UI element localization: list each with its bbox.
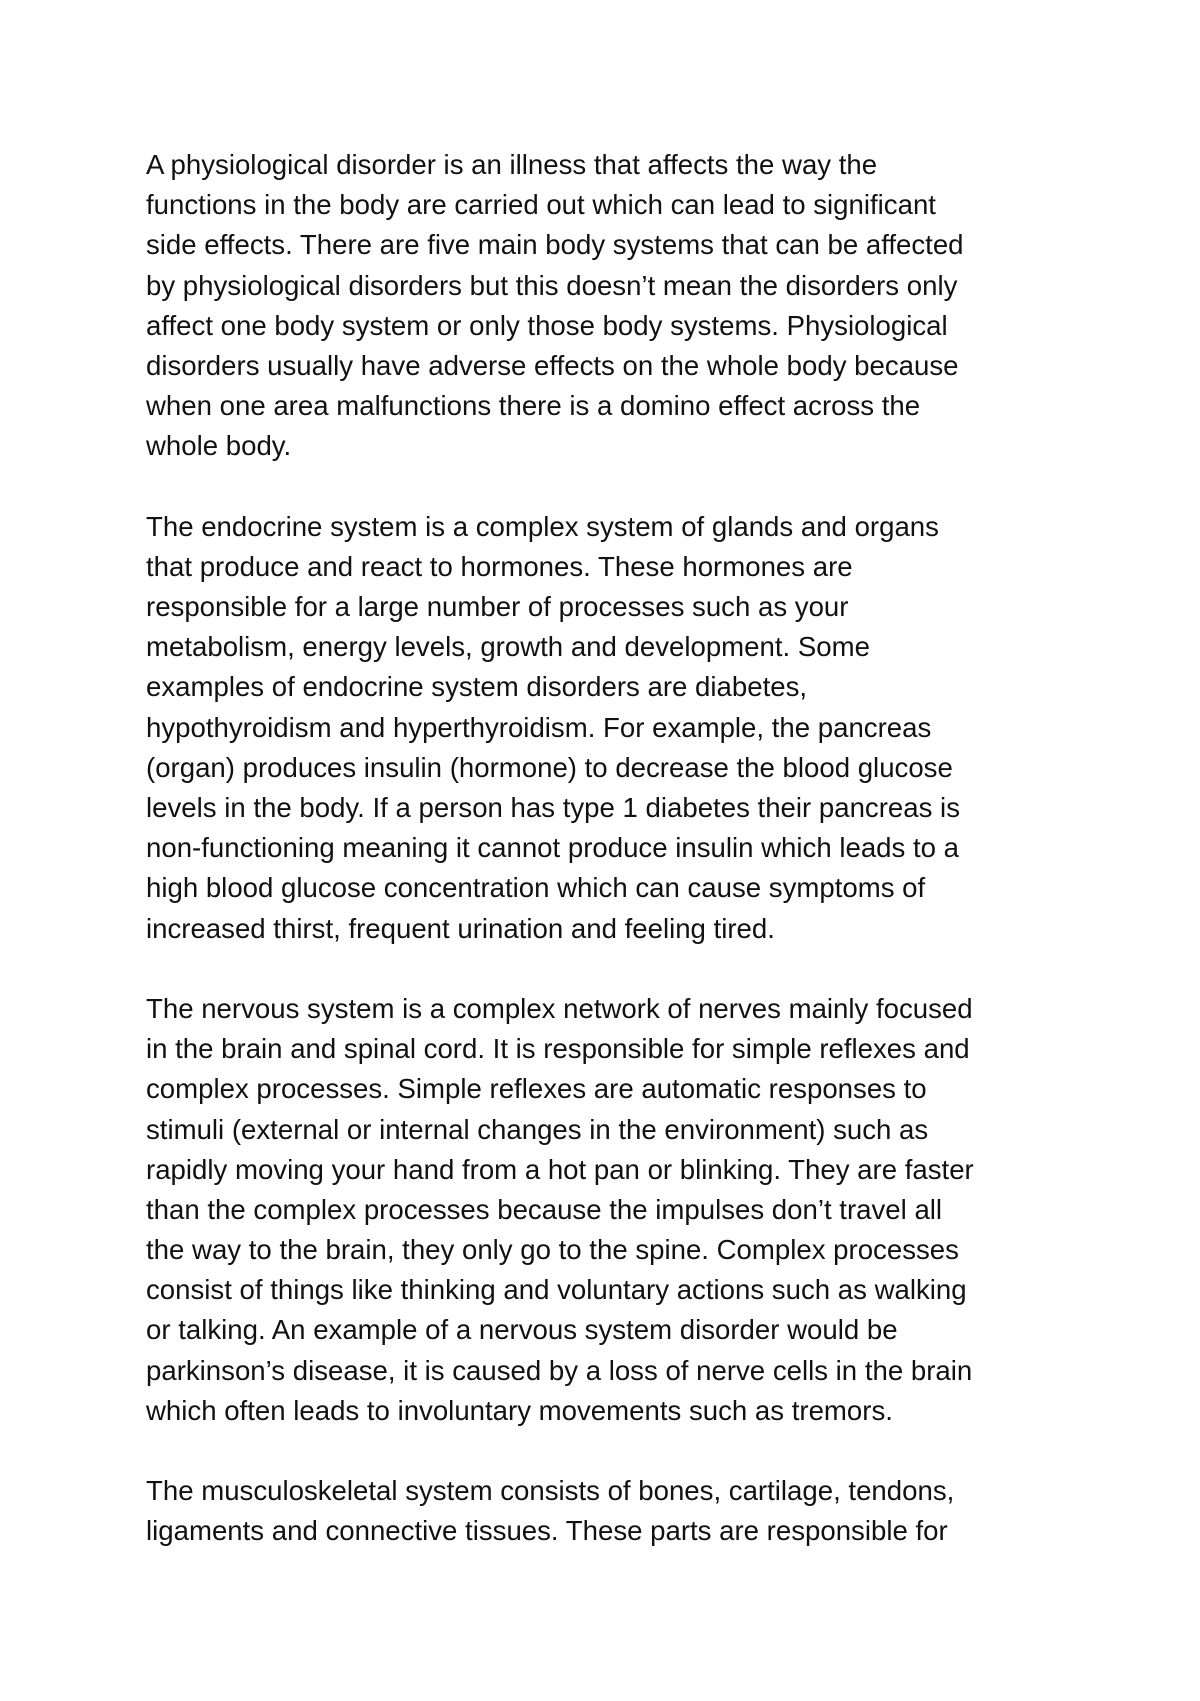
text-line: The musculoskeletal system consists of bones, cartilage, tendons, bbox=[146, 1475, 955, 1507]
text-line: complex processes. Simple reflexes are automatic responses to bbox=[146, 1073, 927, 1105]
text-line: in the brain and spinal cord. It is responsible for simple reflexes and bbox=[146, 1033, 970, 1065]
text-line: than the complex processes because the impulses don’t travel all bbox=[146, 1193, 943, 1225]
text-line: high blood glucose concentration which can cause symptoms of bbox=[146, 872, 926, 904]
text-line: hypothyroidism and hyperthyroidism. For example, the pancreas bbox=[146, 711, 932, 743]
text-line: which often leads to involuntary movements such as tremors. bbox=[146, 1394, 893, 1426]
paragraph-endocrine bbox=[146, 507, 1066, 949]
text-line: The nervous system is a complex network of nerves mainly focused bbox=[146, 992, 973, 1024]
text-line: non-functioning meaning it cannot produce insulin which leads to a bbox=[146, 832, 960, 864]
text-line: (organ) produces insulin (hormone) to decrease the blood glucose bbox=[146, 751, 953, 783]
text-line: consist of things like thinking and voluntary actions such as walking bbox=[146, 1274, 967, 1306]
text-line: stimuli (external or internal changes in the environment) such as bbox=[146, 1113, 929, 1145]
text-line: the way to the brain, they only go to the spine. Complex processes bbox=[146, 1234, 959, 1266]
text-line: whole body. bbox=[146, 430, 292, 462]
text-line: functions in the body are carried out which can lead to significant bbox=[146, 189, 936, 221]
text-line: A physiological disorder is an illness that affects the way the bbox=[146, 149, 878, 180]
text-line: levels in the body. If a person has type 1 diabetes their pancreas is bbox=[146, 792, 960, 823]
paragraph-nervous bbox=[146, 989, 1066, 1431]
text-line: responsible for a large number of processes such as your bbox=[146, 591, 849, 623]
text-line: or talking. An example of a nervous system disorder would be bbox=[146, 1314, 898, 1346]
paragraph-intro bbox=[146, 145, 1066, 467]
text-line: when one area malfunctions there is a domino effect across the bbox=[146, 390, 921, 422]
paragraph-musculoskeletal bbox=[146, 1471, 1066, 1551]
text-line: metabolism, energy levels, growth and development. Some bbox=[146, 631, 870, 663]
text-line: by physiological disorders but this doesn’t mean the disorders only bbox=[146, 269, 958, 301]
text-line: disorders usually have adverse effects on the whole body because bbox=[146, 349, 959, 381]
text-line: ligaments and connective tissues. These parts are responsible for bbox=[146, 1515, 948, 1547]
text-line: rapidly moving your hand from a hot pan or blinking. They are faster bbox=[146, 1153, 974, 1185]
text-line: that produce and react to hormones. These hormones are bbox=[146, 550, 853, 582]
text-line: affect one body system or only those body systems. Physiological bbox=[146, 309, 948, 341]
text-line: parkinson’s disease, it is caused by a loss of nerve cells in the brain bbox=[146, 1354, 973, 1386]
text-line: increased thirst, frequent urination and feeling tired. bbox=[146, 912, 775, 944]
text-line: examples of endocrine system disorders are diabetes, bbox=[146, 671, 808, 703]
document-body bbox=[146, 145, 1066, 1592]
text-line: The endocrine system is a complex system of glands and organs bbox=[146, 510, 939, 542]
text-line: side effects. There are five main body systems that can be affected bbox=[146, 229, 964, 261]
